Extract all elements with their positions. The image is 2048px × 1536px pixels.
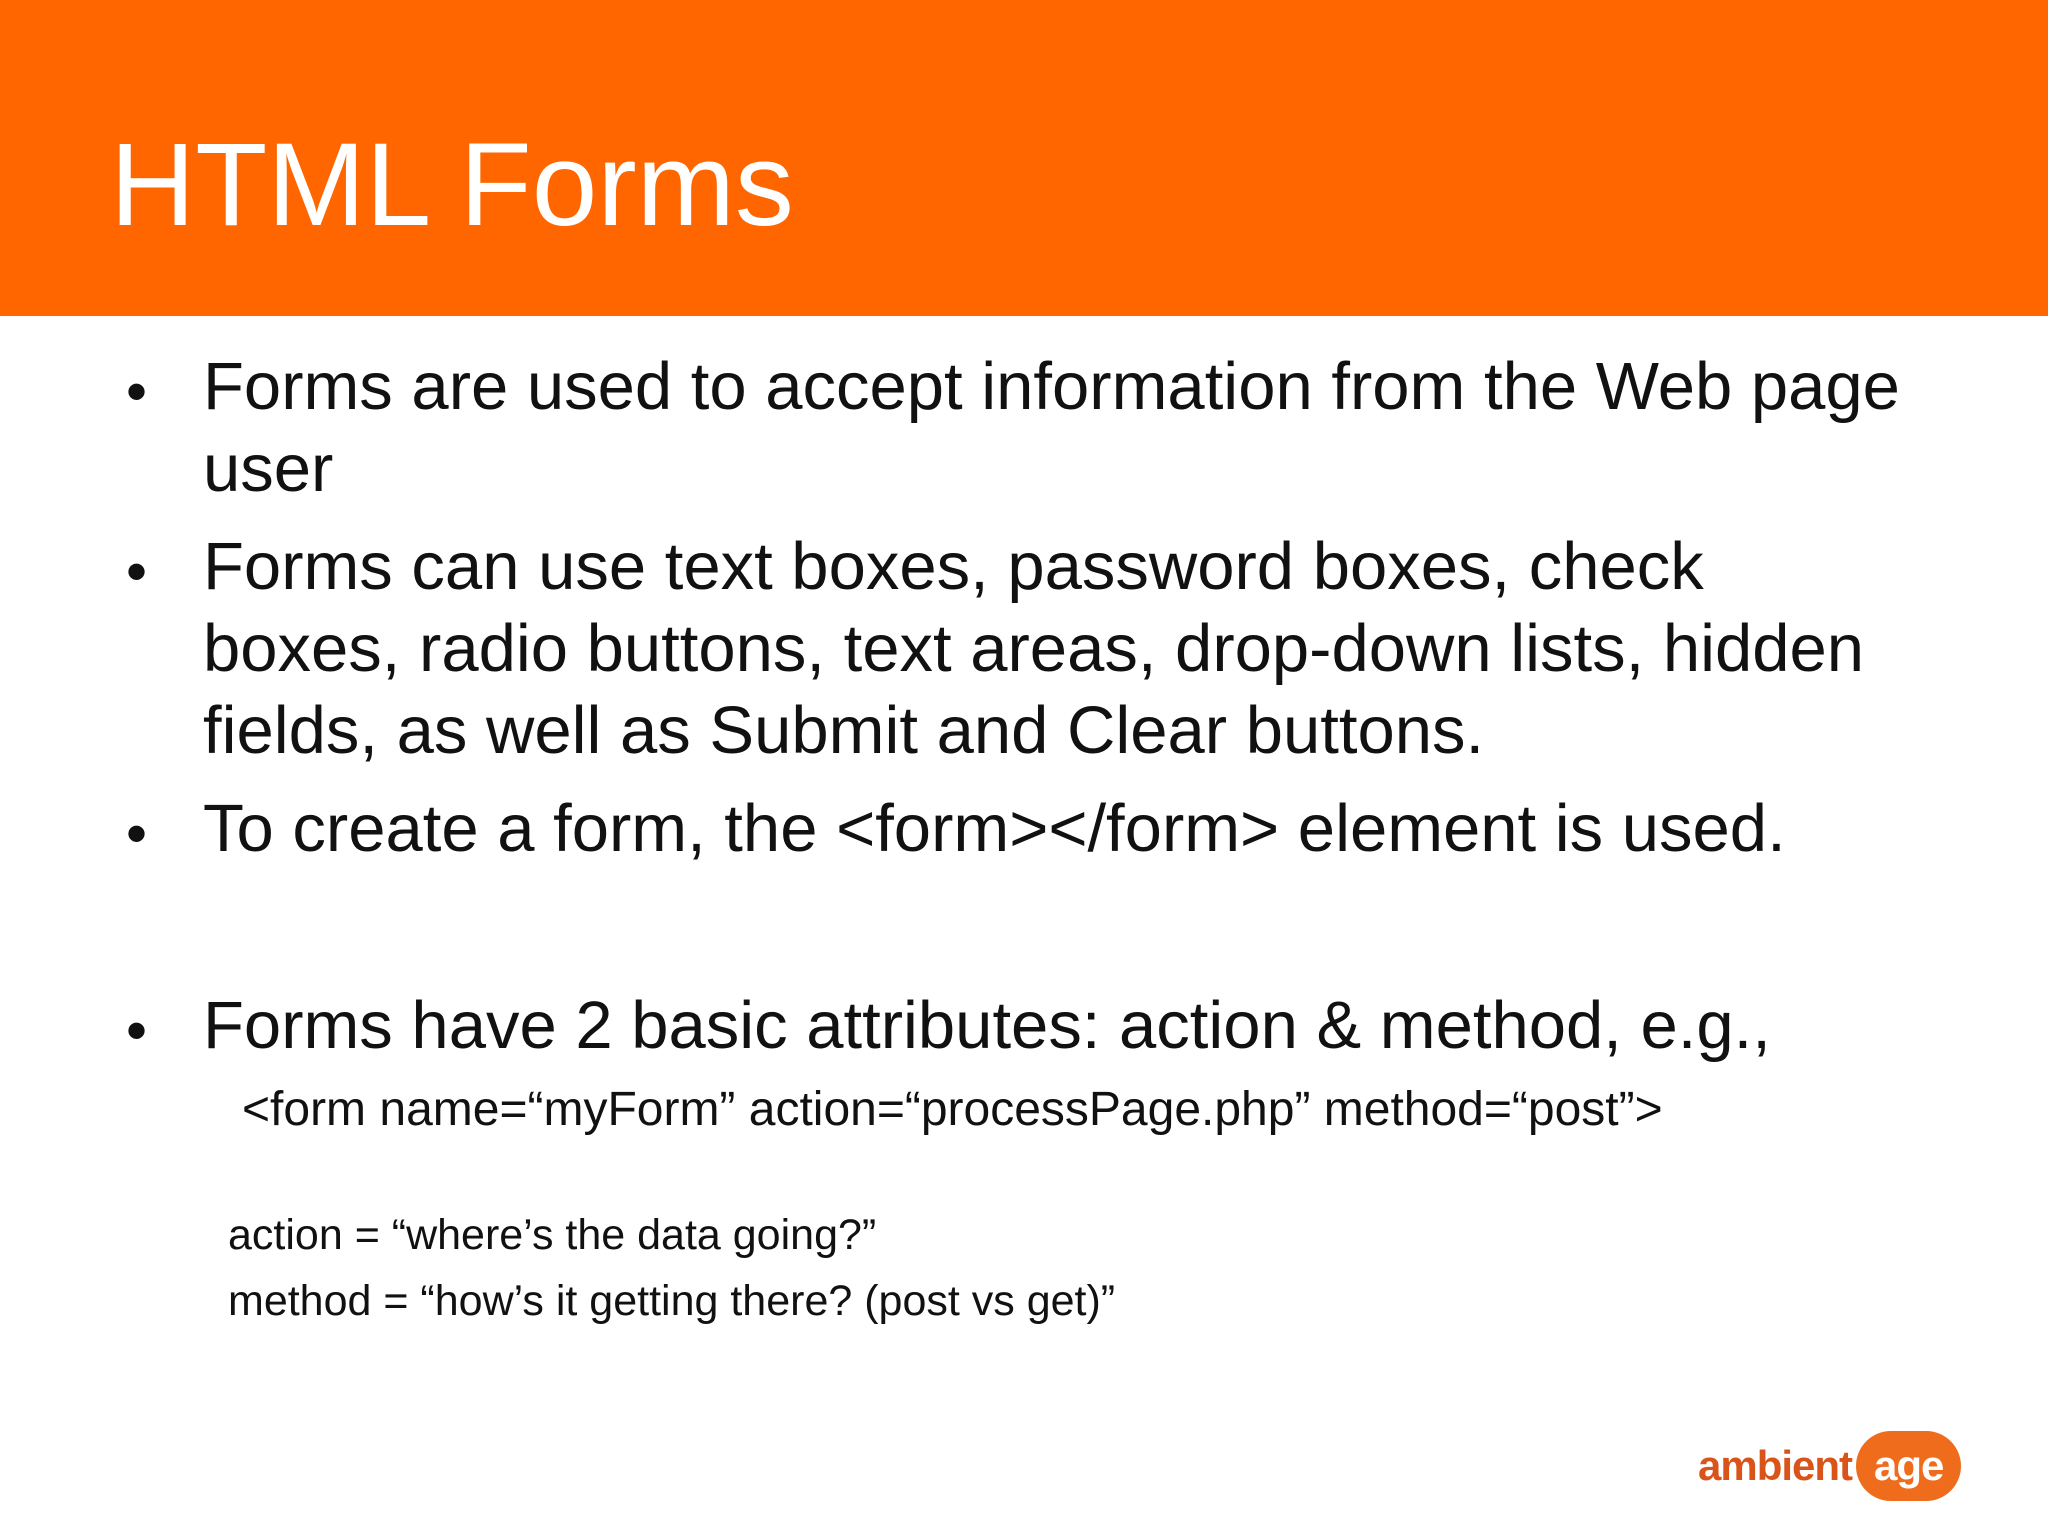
bullet-line: boxes, radio buttons, text areas, drop-down lists, hidden (203, 611, 1865, 686)
bullet-line: Forms have 2 basic attributes: action & method, e.g., (203, 988, 1771, 1063)
bullet-item-2 (203, 526, 1983, 772)
bullet-line: user (203, 431, 334, 506)
bullet-marker: • (126, 538, 148, 605)
bullet-marker: • (126, 358, 148, 425)
bullet-item-3 (203, 788, 1983, 870)
ambient-age-logo (1698, 1428, 1961, 1504)
logo-badge-text: age (1874, 1442, 1944, 1489)
method-note: method = “how’s it getting there? (post vs get)” (228, 1277, 1116, 1325)
bullet-item-1 (203, 346, 1983, 510)
logo-word: ambient (1698, 1442, 1853, 1489)
bullet-marker: • (126, 997, 148, 1064)
form-code-example: <form name=“myForm” action=“processPage.php” method=“post”> (242, 1083, 1663, 1136)
slide-title: HTML Forms (110, 119, 794, 251)
bullet-line: Forms can use text boxes, password boxes, check (203, 529, 1704, 604)
bullet-item-4 (203, 985, 1983, 1067)
bullet-line: To create a form, the <form></form> element is used. (203, 791, 1786, 866)
bullet-line: fields, as well as Submit and Clear buttons. (203, 693, 1485, 768)
bullet-marker: • (126, 800, 148, 867)
action-note: action = “where’s the data going?” (228, 1211, 877, 1259)
bullet-line: Forms are used to accept information from the Web page (203, 349, 1900, 424)
logo-badge (1856, 1431, 1961, 1501)
